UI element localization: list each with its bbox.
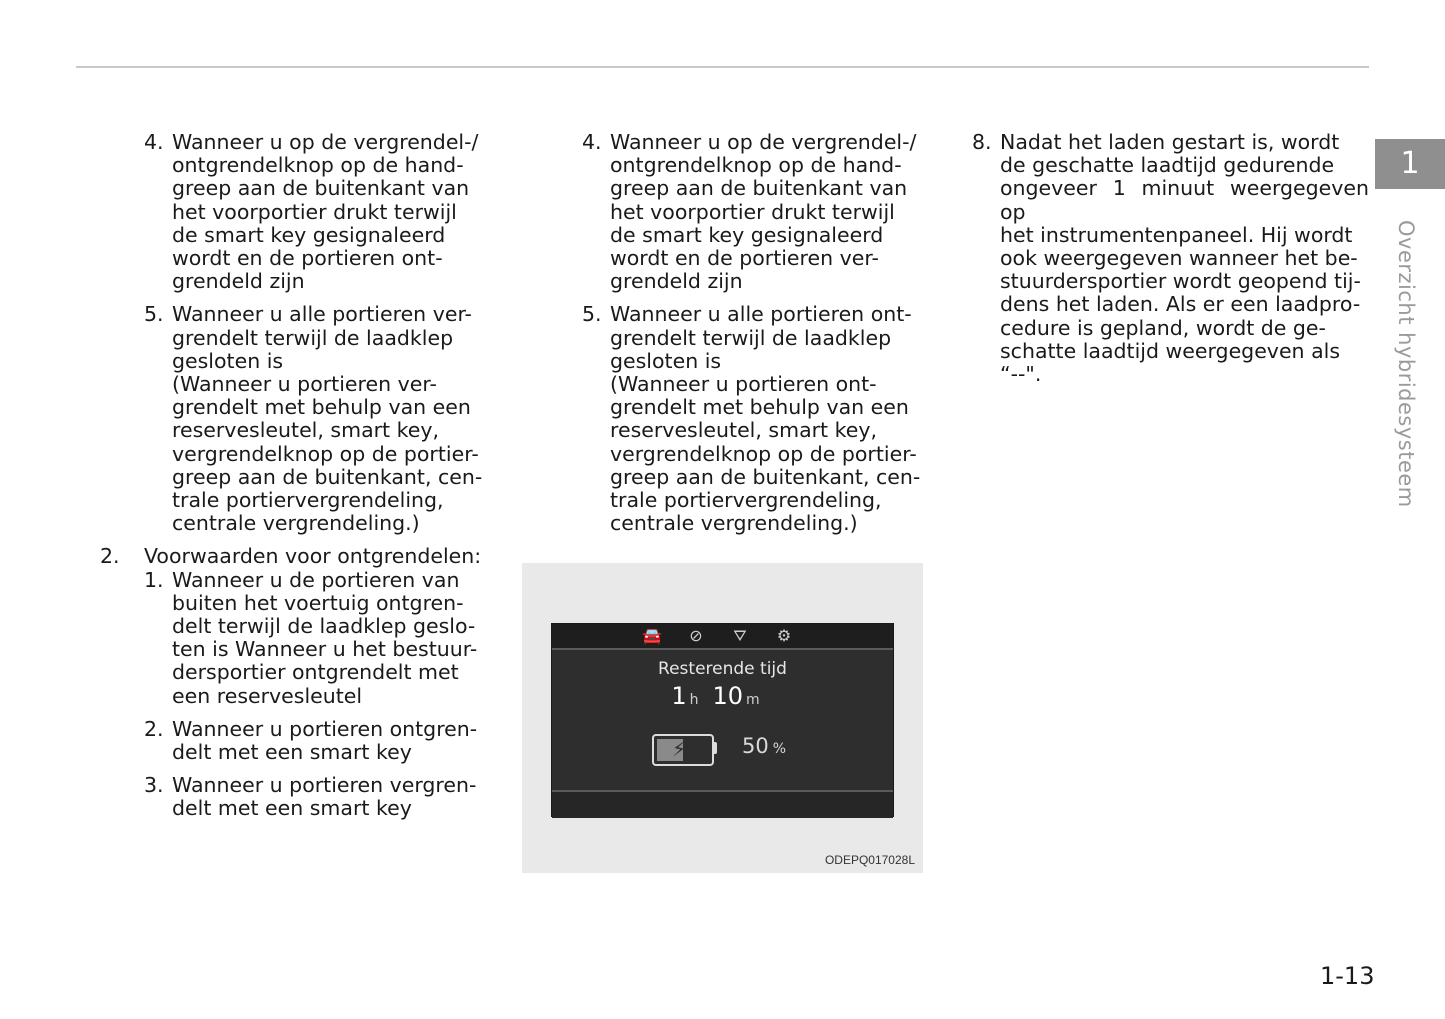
text-line: cedure is gepland, wordt de ge- xyxy=(1000,315,1326,340)
text-line: delt terwijl de laadklep geslo- xyxy=(172,614,476,639)
display-main xyxy=(552,650,893,790)
cluster-figure xyxy=(522,563,923,873)
sub-item-1 xyxy=(144,569,484,708)
text-line: greep aan de buitenkant, cen- xyxy=(610,464,921,489)
figure-code: ODEPQ017028L xyxy=(824,853,915,867)
text-line: ten is Wanneer u het bestuur- xyxy=(172,637,478,662)
text-line: ontgrendelknop op de hand- xyxy=(172,153,464,178)
left-column xyxy=(100,131,484,831)
right-column xyxy=(972,131,1369,396)
text-line: wordt en de portieren ont- xyxy=(172,246,443,271)
text-line: Wanneer u op de vergrendel-/ xyxy=(172,130,479,154)
text-line: centrale vergrendeling.) xyxy=(610,511,858,536)
item-text xyxy=(172,774,484,820)
text-line: centrale vergrendeling.) xyxy=(172,511,420,536)
text-line: Nadat het laden gestart is, wordt xyxy=(1000,130,1340,154)
remaining-time-value xyxy=(552,682,893,710)
text-line: delt met een smart key xyxy=(172,740,412,765)
display-bottom-bar xyxy=(552,790,893,818)
battery-icon xyxy=(652,734,714,766)
text-line: (Wanneer u portieren ont- xyxy=(610,372,877,397)
text-line: delt met een smart key xyxy=(172,796,412,821)
chapter-tab: 1 xyxy=(1375,139,1445,189)
item-number: 8. xyxy=(972,130,992,154)
text-line: Wanneer u alle portieren ver- xyxy=(172,302,472,327)
sub-item-2 xyxy=(144,718,484,764)
road-icon: ⛛ xyxy=(733,626,747,645)
text-line: het voorportier drukt terwijl xyxy=(610,199,895,224)
text-line: (Wanneer u portieren ver- xyxy=(172,372,437,397)
text-line: “--". xyxy=(1000,362,1042,387)
text-line: grendelt met behulp van een xyxy=(610,395,909,420)
text-line: ontgrendelknop op de hand- xyxy=(610,153,902,178)
item-number: 5. xyxy=(582,302,602,327)
item-number: 4. xyxy=(144,130,164,154)
text-line: wordt en de portieren ver- xyxy=(610,246,879,271)
text-line: de smart key gesignaleerd xyxy=(610,222,884,247)
text-line: Wanneer u alle portieren ont- xyxy=(610,302,912,327)
list-item-8 xyxy=(972,131,1369,386)
text-line: het instrumentenpaneel. Hij wordt xyxy=(1000,222,1353,247)
hours-value: 1 xyxy=(671,682,687,710)
item-number: 1. xyxy=(144,567,164,592)
section-2-heading xyxy=(100,545,484,568)
state-of-charge xyxy=(742,734,786,758)
text-line: ongeveer 1 minuut weergegeven op xyxy=(1000,176,1369,224)
text-line: Wanneer u portieren vergren- xyxy=(172,773,477,798)
text-line: greep aan de buitenkant van xyxy=(610,176,908,201)
item-text xyxy=(610,131,926,293)
text-line: greep aan de buitenkant van xyxy=(172,176,470,201)
text-line: reservesleutel, smart key, xyxy=(610,418,878,443)
text-line: dersportier ontgrendelt met xyxy=(172,660,459,685)
item-text xyxy=(172,569,484,708)
section-title: Voorwaarden voor ontgrendelen: xyxy=(144,544,482,569)
gear-icon: ⚙ xyxy=(776,626,792,645)
text-line: stuurdersportier wordt geopend tij- xyxy=(1000,269,1361,294)
text-line: reservesleutel, smart key, xyxy=(172,418,440,443)
text-line: grendelt terwijl de laadklep xyxy=(172,325,454,350)
item-number: 3. xyxy=(144,773,164,798)
text-line: Wanneer u de portieren van xyxy=(172,567,460,592)
item-text xyxy=(172,131,484,293)
text-line: Wanneer u portieren ontgren- xyxy=(172,716,478,741)
item-number: 2. xyxy=(144,716,164,741)
text-line: de geschatte laadtijd gedurende xyxy=(1000,153,1335,178)
chapter-title: Overzicht hybridesysteem xyxy=(1394,220,1418,508)
car-icon: 🚘 xyxy=(642,626,662,645)
battery-terminal xyxy=(712,742,717,754)
minutes-value: 10 xyxy=(712,682,744,710)
text-line: grendelt met behulp van een xyxy=(172,395,471,420)
compass-icon: ⊘ xyxy=(689,626,703,645)
text-line: trale portiervergrendeling, xyxy=(172,488,444,513)
text-line: Wanneer u op de vergrendel-/ xyxy=(610,130,917,154)
section-number: 2. xyxy=(100,544,120,569)
text-line: vergrendelknop op de portier- xyxy=(172,441,479,466)
display-icons xyxy=(640,626,796,646)
text-line: gesloten is xyxy=(610,348,722,373)
list-item-5 xyxy=(144,303,484,535)
text-line: gesloten is xyxy=(172,348,284,373)
text-line: een reservesleutel xyxy=(172,683,363,708)
sub-item-3 xyxy=(144,774,484,820)
item-number: 4. xyxy=(582,130,602,154)
soc-value: 50 xyxy=(742,734,769,758)
minutes-unit: m xyxy=(746,692,760,708)
item-text xyxy=(610,303,926,535)
text-line: de smart key gesignaleerd xyxy=(172,222,446,247)
text-line: ook weergegeven wanneer het be- xyxy=(1000,246,1358,271)
item-text xyxy=(1000,131,1369,386)
item-number: 5. xyxy=(144,302,164,327)
text-line: buiten het voertuig ontgren- xyxy=(172,590,464,615)
hours-unit: h xyxy=(689,692,699,708)
top-rule xyxy=(76,66,1369,68)
soc-unit: % xyxy=(772,741,787,757)
list-item-4 xyxy=(582,131,926,293)
text-line: het voorportier drukt terwijl xyxy=(172,199,457,224)
list-item-4 xyxy=(144,131,484,293)
display-top-bar xyxy=(552,624,893,650)
item-text xyxy=(172,718,484,764)
item-text xyxy=(172,303,484,535)
text-line: grendelt terwijl de laadklep xyxy=(610,325,892,350)
text-line: greep aan de buitenkant, cen- xyxy=(172,464,483,489)
list-item-5 xyxy=(582,303,926,535)
text-line: grendeld zijn xyxy=(172,269,305,294)
text-line: schatte laadtijd weergegeven als xyxy=(1000,338,1341,363)
text-line: dens het laden. Als er een laadpro- xyxy=(1000,292,1361,317)
remaining-time-label: Resterende tijd xyxy=(658,659,787,679)
text-line: trale portiervergrendeling, xyxy=(610,488,882,513)
page-number: 1-13 xyxy=(1320,962,1375,990)
middle-column xyxy=(582,131,926,545)
text-line: grendeld zijn xyxy=(610,269,743,294)
cluster-display xyxy=(551,623,894,817)
text-line: vergrendelknop op de portier- xyxy=(610,441,917,466)
charging-bolt-icon: ⚡ xyxy=(672,737,687,761)
